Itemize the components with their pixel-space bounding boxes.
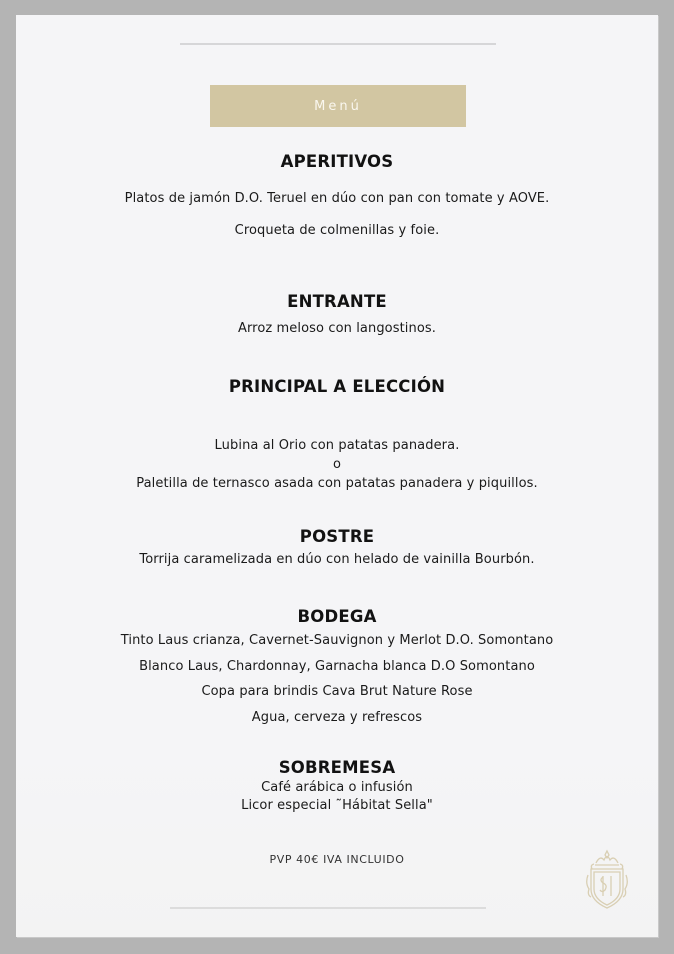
menu-item: Blanco Laus, Chardonnay, Garnacha blanca D.O Somontano: [139, 659, 535, 674]
menu-page: [16, 15, 658, 937]
menu-item-separator: o: [332, 457, 342, 472]
menu-item: Lubina al Orio con patatas panadera.: [214, 438, 460, 453]
menu-item: Paletilla de ternasco asada con patatas panadera y piquillos.: [136, 476, 538, 491]
bottom-divider: [170, 907, 486, 909]
section-title-principal: PRINCIPAL A ELECCIÓN: [228, 377, 446, 396]
top-divider: [180, 43, 496, 45]
section-title-entrante: ENTRANTE: [287, 292, 387, 311]
menu-item: Agua, cerveza y refrescos: [251, 710, 423, 725]
section-title-postre: POSTRE: [299, 527, 375, 546]
menu-item: Arroz meloso con langostinos.: [237, 321, 437, 336]
section-title-sobremesa: SOBREMESA: [278, 758, 396, 777]
menu-item: Croqueta de colmenillas y foie.: [234, 223, 440, 238]
menu-item: Licor especial ˜Hábitat Sella": [241, 798, 433, 813]
price-label: PVP 40€ IVA INCLUIDO: [269, 853, 405, 866]
menu-item: Torrija caramelizada en dúo con helado de vainilla Bourbón.: [139, 552, 535, 567]
crest-logo-icon: [582, 849, 632, 911]
menu-item: Copa para brindis Cava Brut Nature Rose: [201, 684, 473, 699]
section-title-bodega: BODEGA: [297, 607, 377, 626]
menu-item: Platos de jamón D.O. Teruel en dúo con pan con tomate y AOVE.: [124, 191, 550, 206]
section-title-aperitivos: APERITIVOS: [280, 152, 394, 171]
menu-item: Café arábica o infusión: [261, 780, 413, 795]
menu-banner: [210, 85, 466, 127]
menu-item: Tinto Laus crianza, Cavernet-Sauvignon y Merlot D.O. Somontano: [120, 633, 554, 648]
menu-banner-label: Menú: [314, 98, 362, 114]
